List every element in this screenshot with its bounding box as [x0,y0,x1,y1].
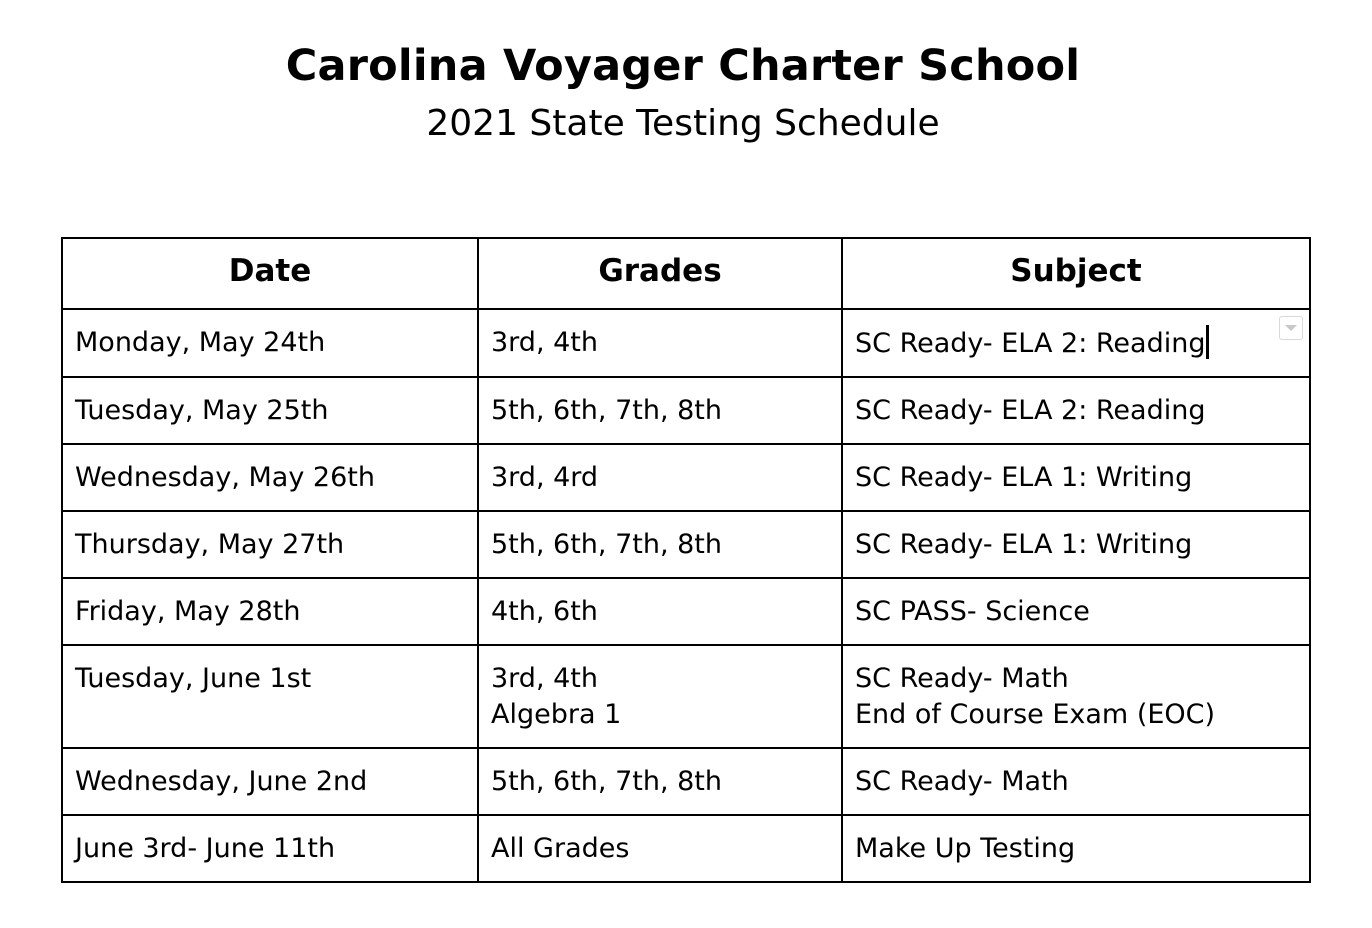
subject-cell[interactable]: SC Ready- ELA 1: Writing [842,511,1310,578]
grades-cell[interactable]: 3rd, 4th [478,309,842,377]
date-cell[interactable]: Tuesday, June 1st [62,645,478,748]
subject-cell[interactable]: SC PASS- Science [842,578,1310,645]
subject-cell[interactable]: SC Ready- ELA 1: Writing [842,444,1310,511]
table-row [62,748,1310,815]
grades-cell[interactable]: 4th, 6th [478,578,842,645]
subject-cell[interactable]: SC Ready- Math [842,748,1310,815]
text-cursor [1206,325,1209,359]
table-row [62,377,1310,444]
subject-line: End of Course Exam (EOC) [855,699,1216,730]
table-row [62,815,1310,882]
subject-line: SC Ready- Math [855,663,1069,694]
date-cell[interactable]: Tuesday, May 25th [62,377,478,444]
table-row [62,645,1310,748]
column-header-date[interactable]: Date [62,238,478,309]
grades-cell[interactable]: 5th, 6th, 7th, 8th [478,748,842,815]
date-cell[interactable]: Monday, May 24th [62,309,478,377]
date-cell[interactable]: Thursday, May 27th [62,511,478,578]
subject-cell[interactable]: SC Ready- ELA 2: Reading [842,377,1310,444]
subject-cell[interactable] [842,645,1310,748]
table-row [62,444,1310,511]
document-subtitle: 2021 State Testing Schedule [426,103,940,144]
grades-cell[interactable]: All Grades [478,815,842,882]
subject-cell[interactable]: Make Up Testing [842,815,1310,882]
testing-schedule-table [61,237,1311,883]
date-cell[interactable]: Wednesday, May 26th [62,444,478,511]
table-header-row [62,238,1310,309]
subject-cell[interactable] [842,309,1310,377]
table-row [62,578,1310,645]
grades-line: 3rd, 4th [491,663,598,694]
date-cell[interactable]: Wednesday, June 2nd [62,748,478,815]
column-header-subject[interactable]: Subject [842,238,1310,309]
grades-cell[interactable]: 5th, 6th, 7th, 8th [478,377,842,444]
chevron-down-icon[interactable] [1279,316,1303,340]
subject-text: SC Ready- ELA 2: Reading [855,328,1206,359]
grades-cell[interactable]: 5th, 6th, 7th, 8th [478,511,842,578]
table-row [62,511,1310,578]
grades-cell[interactable] [478,645,842,748]
table-row [62,309,1310,377]
grades-line: Algebra 1 [491,699,622,730]
document-title: Carolina Voyager Charter School [285,41,1081,91]
date-cell[interactable]: Friday, May 28th [62,578,478,645]
date-cell[interactable]: June 3rd- June 11th [62,815,478,882]
grades-cell[interactable]: 3rd, 4rd [478,444,842,511]
column-header-grades[interactable]: Grades [478,238,842,309]
